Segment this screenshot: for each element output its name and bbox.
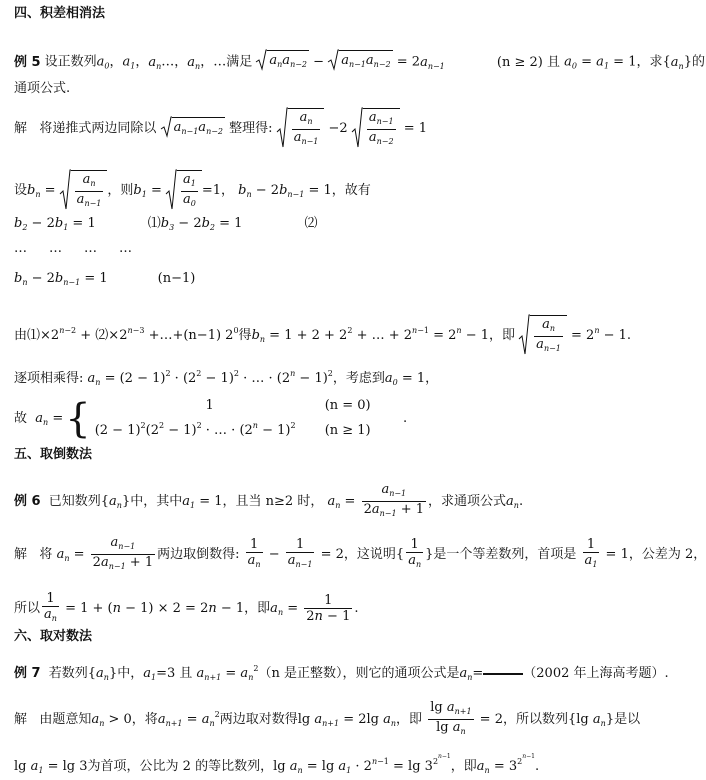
sqrt-frac: $\frac{a_n}{a_{n-1}}$: [519, 315, 567, 356]
text: ，即: [450, 759, 477, 774]
example-7-statement: 例 7 若数列$\{a_n\}$中，$a_1=3$ 且 $a_{n+1} = a_n^2(n$ 是正整数），则它的通项公式是$a_n= (2002$ 年上海高考题）.: [14, 664, 669, 682]
fraction: $\frac{1}{a_1}$: [584, 537, 598, 569]
text: ，且当 n≥2 时，: [222, 494, 324, 509]
solution-label: 解: [14, 121, 28, 136]
text: 将: [39, 547, 53, 562]
equation-1: $b_2 - 2b_1 = 1$ $⑴b_3 - 2b_2 = 1$ ⑵: [14, 216, 318, 232]
text: =3 且: [156, 666, 193, 681]
text: ，即: [396, 712, 423, 727]
fraction: $\frac{1}{a_n}$: [408, 537, 422, 569]
text: 设正数列: [44, 54, 97, 70]
solution-label: 解: [14, 712, 28, 727]
text: ，则: [107, 183, 134, 198]
text: 设: [14, 183, 28, 198]
text: (n = 0): [324, 398, 371, 413]
text: ，求通项公式: [428, 494, 507, 509]
example-5-label: 例 5: [14, 54, 41, 70]
sqrt-frac: $\frac{a_n}{a_{n-1}}$: [60, 170, 108, 211]
text: ，求: [636, 54, 663, 70]
fraction: $\frac{1}{a_n}$: [44, 591, 57, 623]
text: ，公差为 2，: [628, 547, 706, 562]
section-heading-5: 五、取倒数法: [14, 447, 93, 462]
text: ，故有: [331, 183, 371, 198]
sqrt-expr: $a_na_{n-2}$: [256, 50, 309, 74]
solution-5-define-b: 设$b_n$ = $\frac{a_n}{a_{n-1}}$ ，则$b_1$ = $\frac{a_1}{a_0}$ =1， $b_n - 2b_{n-1} = 1$，故有: [14, 170, 628, 211]
sqrt-frac: $\frac{a_1}{a_0}$: [166, 170, 202, 211]
text: ，这说明: [343, 547, 396, 562]
text: ⑵: [304, 216, 318, 231]
section-heading-6: 六、取对数法: [14, 629, 93, 644]
text: 故: [14, 411, 28, 426]
text: +…+(n−1): [148, 328, 222, 343]
text: 为首项，公比为 2 的等比数列，: [87, 759, 274, 774]
brace: {: [65, 395, 91, 442]
text: ，所以数列: [502, 712, 568, 727]
equation-n: $b_n - 2b_{n-1} = 1$ (n−1): [14, 271, 196, 287]
text: ，即: [244, 601, 271, 616]
text: 是一个等差数列，首项是: [433, 547, 577, 562]
text: ⑴: [147, 216, 161, 231]
text: 的: [691, 54, 705, 70]
sqrt-expr: $a_{n-1}a_{n-2}$: [161, 117, 225, 141]
solution-7-line1: 解 由题意知$a_n > 0$，将$a_{n+1} = a_n^2$两边取对数得$\lg a_{n+1} = 2\lg$ $a_n$，即 $\frac{\lg a_{n+1}}{\lg a_n}$ = 2，所以数列{lg $a_n$}是以: [14, 700, 628, 739]
example-5-line2: 通项公式.: [14, 81, 71, 96]
ellipsis-row: [14, 240, 628, 258]
solution-6-line2: 所以 $\frac{1}{a_n}$ = 1 + (n − 1) × 2 = 2n − 1，即$a_n$ = $\frac{1}{2n - 1}$ .: [14, 591, 359, 624]
text: …: [84, 241, 97, 256]
text: (n ≥ 1): [324, 423, 371, 438]
answer-blank: [483, 673, 523, 675]
cases: 1 (n = 0) $(2 - 1)^2(2^2 - 1)^2$ · … · $(2^n - 1)^2$ (n ≥ 1): [95, 396, 395, 441]
text: 1: [205, 398, 214, 413]
text: 将递推式两边同除以: [39, 121, 157, 136]
sqrt-expr: $a_{n-1}a_{n-2}$: [328, 50, 392, 74]
text: 是以: [614, 712, 641, 727]
solution-7-line2: $\lg a_1 = \lg 3$为首项，公比为 2 的等比数列，$\lg a_n = \lg a_1 \cdot 2^{n-1} = \lg 3^{2^{n-1}}$，即$a_n = 3^{2^{n-1}}$.: [14, 753, 540, 775]
sqrt-frac: $\frac{a_{n-1}}{a_{n-2}}$: [352, 108, 400, 149]
text: + ⑵×: [80, 328, 120, 343]
text: ，将: [131, 712, 158, 727]
fraction: $\frac{\lg a_{n+1}}{\lg a_n}$: [430, 700, 472, 736]
text: 若数列: [48, 666, 88, 681]
text: 中，: [117, 666, 144, 681]
solution-6-line1: 解 将 $a_n$ = $\frac{a_{n-1}}{2a_{n-1} + 1}$ 两边取倒数得: $\frac{1}{a_n}$ − $\frac{1}{a_{n-1}}$ = 2，这说明{ $\frac{1}{a_n}$ }是一个等差数列，首项是 $\frac{1}{a_1}$ = 1，公差为 2，: [14, 535, 628, 574]
solution-label: 解: [14, 547, 28, 562]
text: 整理得:: [229, 121, 273, 136]
fraction: $\frac{a_{n-1}}{2a_{n-1} + 1}$: [363, 482, 425, 518]
example-6-label: 例 6: [14, 494, 41, 509]
text: ，考虑到: [332, 371, 385, 386]
section-heading-4: 四、积差相消法: [14, 6, 106, 21]
solution-5-line1: 解 将递推式两边同除以 $a_{n-1}a_{n-2}$ 整理得: $\frac{a_n}{a_{n-1}}$ −2 $\frac{a_{n-1}}{a_{n-2}}$ = 1: [14, 108, 628, 149]
solution-5-result: 故 $a_n$ ={ 1 (n = 0) $(2 - 1)^2(2^2 - 1)^2$ · … · $(2^n - 1)^2$ (n ≥ 1) .: [14, 395, 408, 442]
text: 满足: [226, 54, 253, 70]
sqrt-frac: $\frac{a_n}{a_{n-1}}$: [277, 108, 325, 149]
example-6-statement: 例 6 已知数列$\{a_n\}$中，其中$a_1 = 1$，且当 n≥2 时， $a_n$ = $\frac{a_{n-1}}{2a_{n-1} + 1}$ ，求通项公式$a_n$.: [14, 482, 628, 521]
fraction: $\frac{a_{n-1}}{2a_{n-1} + 1}$: [92, 535, 154, 571]
text: …: [49, 241, 62, 256]
solution-5-product: 逐项相乘得: $a_n = (2 - 1)^2 \cdot (2^2 - 1)^2$ · … · $(2^n - 1)^2$，考虑到$a_0 = 1$，: [14, 369, 439, 387]
text: 两边取倒数得:: [157, 547, 240, 562]
example-5-statement: 例 5 设正数列$a_0$，$a_1$，$a_n\dots$，$a_n$，…满足 $a_na_{n-2}$ − $a_{n-1}a_{n-2} = 2a_{n-1}$ (n ≥ 2) 且 $a_0 = a_1 = 1$，求$\{a_n\}$的: [14, 50, 628, 76]
text: 两边取对数得: [219, 712, 298, 727]
fraction: $\frac{1}{2n - 1}$: [306, 593, 351, 624]
fraction: $\frac{1}{a_{n-1}}$: [287, 537, 313, 569]
text: 由题意知: [39, 712, 92, 727]
text: …: [119, 241, 132, 256]
text: (n−1): [157, 271, 196, 286]
example-7-label: 例 7: [14, 666, 41, 681]
text: 逐项相乘得:: [14, 371, 84, 386]
text: 已知数列: [48, 494, 101, 509]
text: 中，其中: [130, 494, 183, 509]
solution-5-sum: 由$⑴\times 2^{n-2}$ + $⑵\times 2^{n-3}$ +…+(n−1) $2^0$得$b_n = 1 + 2 + 2^2$ + … + $2^{n-1} = 2^n - 1$，即 $\frac{a_n}{a_{n-1}}$ = $2^n - 1$.: [14, 315, 628, 356]
text: (n ≥ 2) 且: [496, 54, 560, 70]
text: 由⑴×: [14, 328, 51, 343]
text: ，即: [489, 328, 516, 343]
text: （2002 年上海高考题）.: [523, 666, 669, 681]
text: …: [14, 241, 27, 256]
text: （n 是正整数），则它的通项公式是: [258, 666, 460, 681]
text: 得: [238, 328, 252, 343]
text: 所以: [14, 601, 41, 616]
fraction: $\frac{1}{a_n}$: [247, 537, 261, 569]
